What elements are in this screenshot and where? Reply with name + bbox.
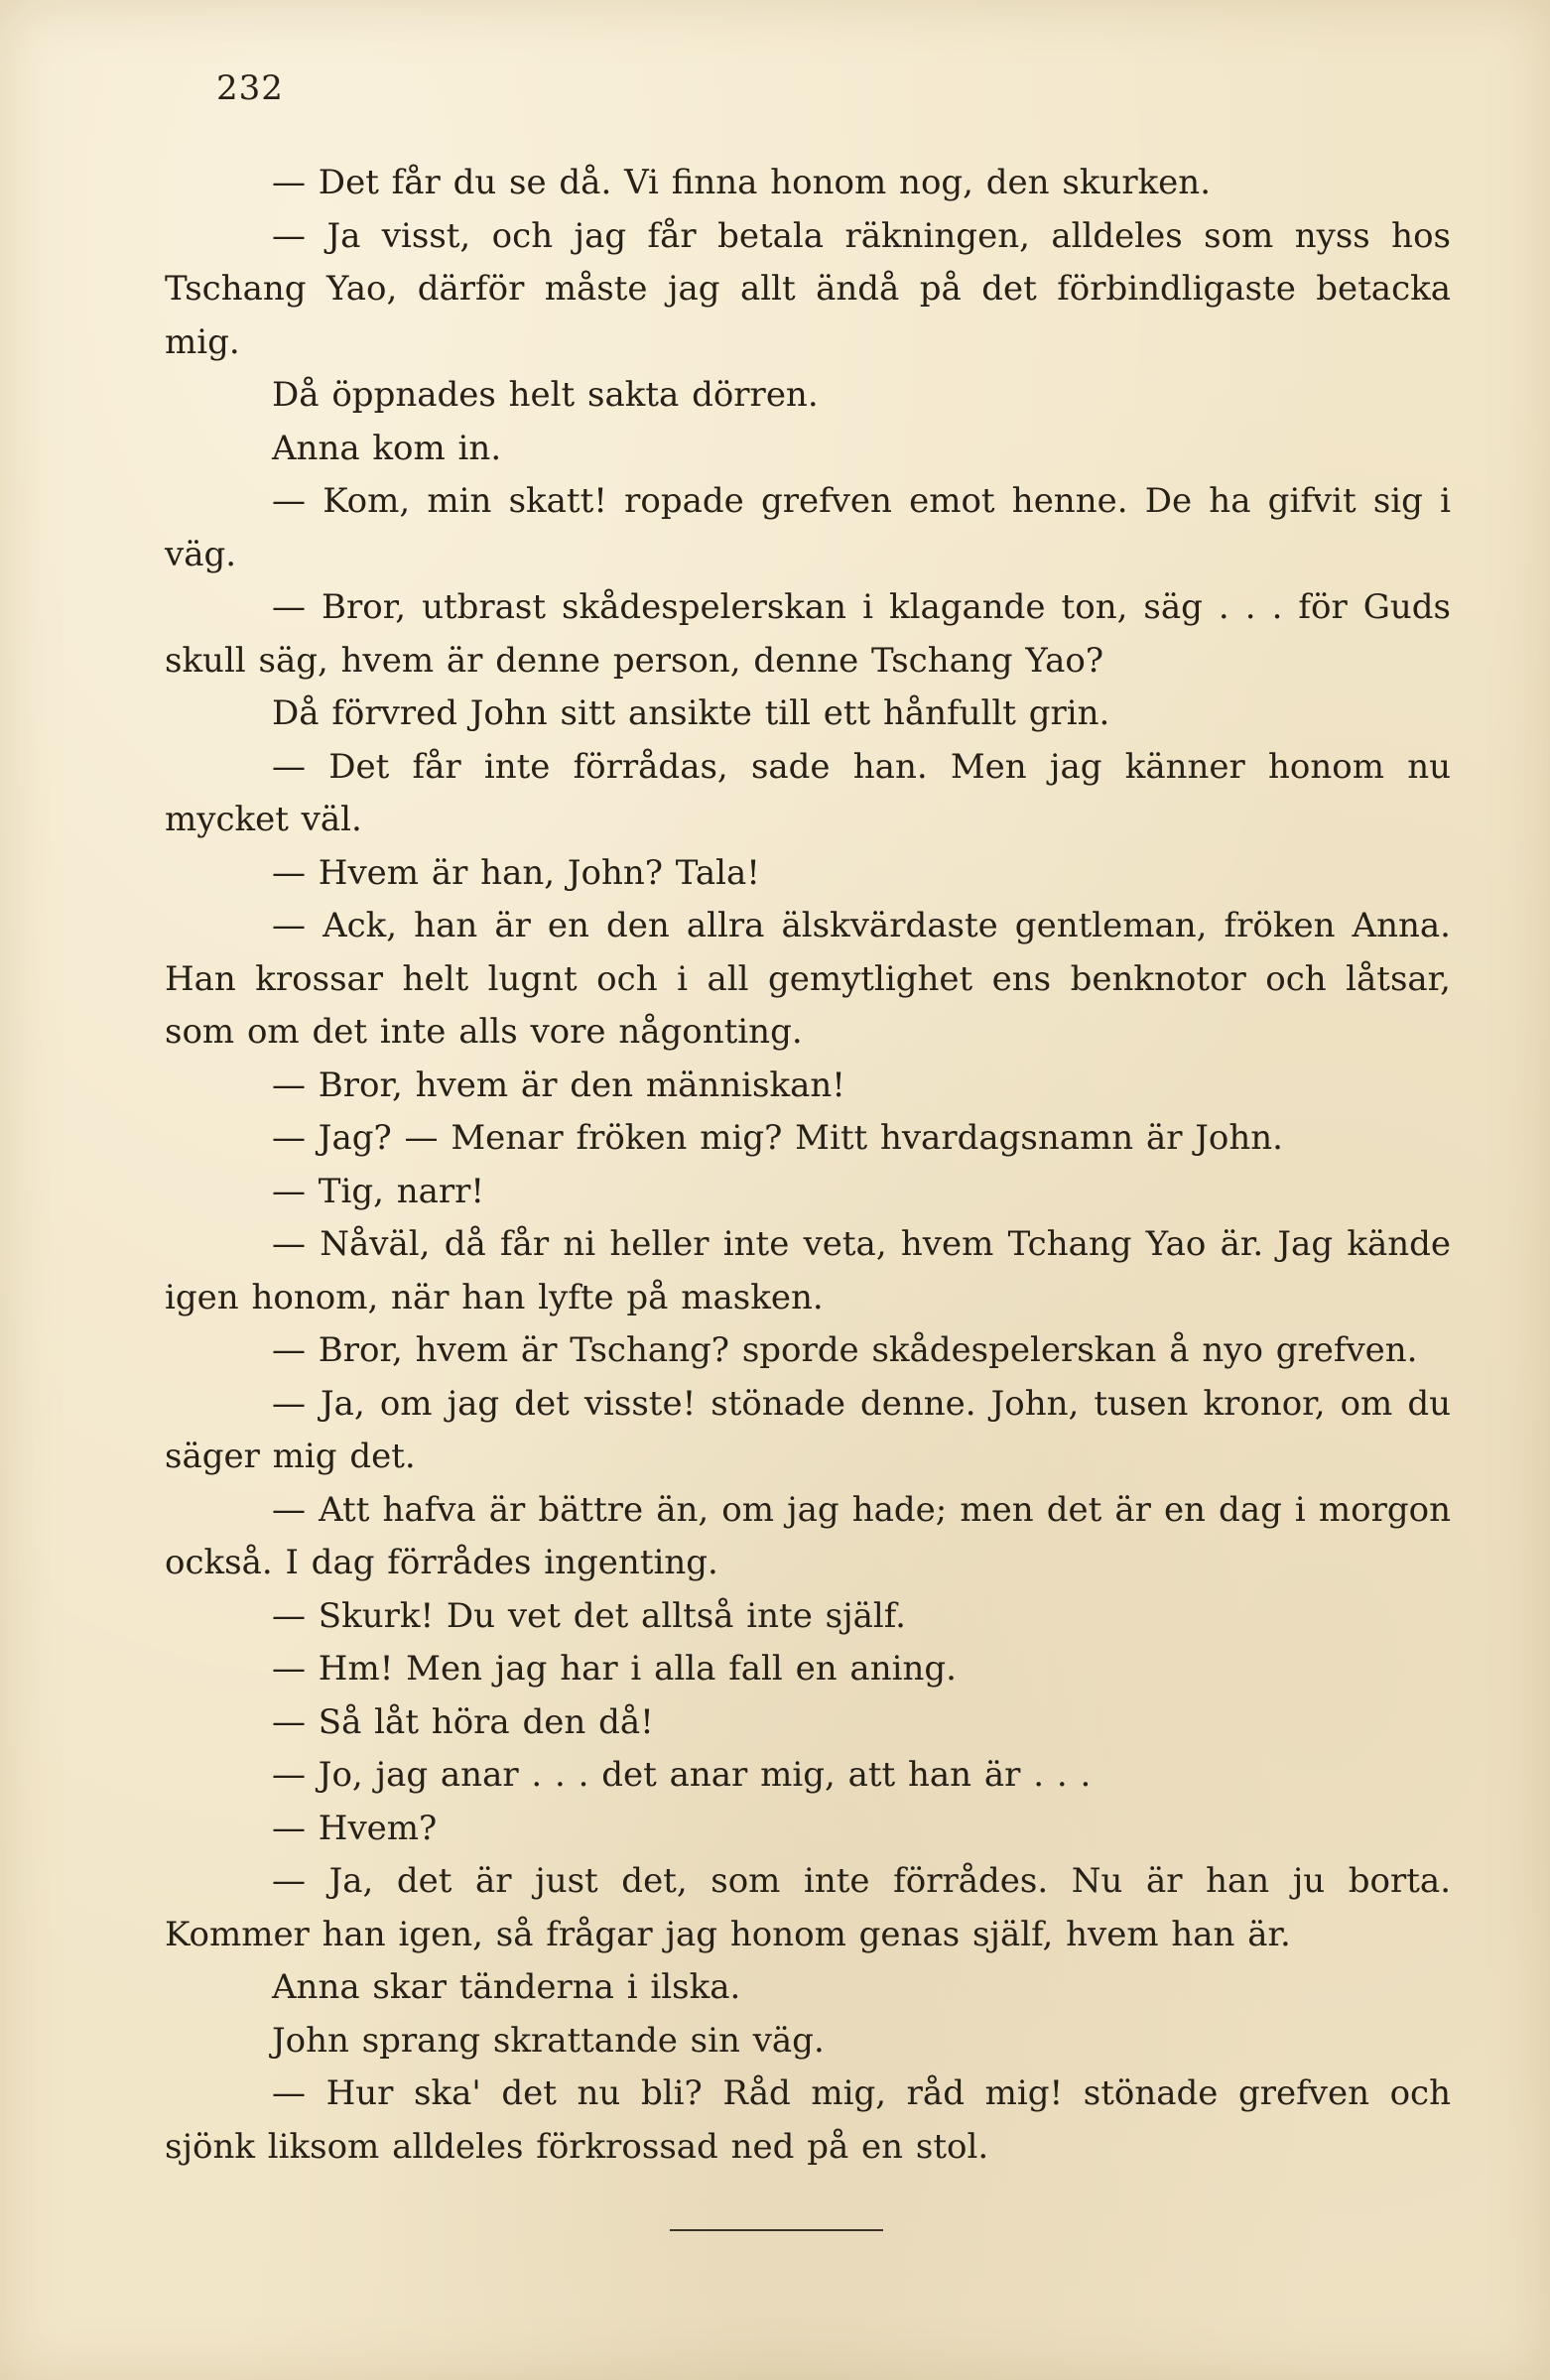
paragraph: — Bror, hvem är Tschang? sporde skådespelerskan å nyo grefven. — [272, 1330, 1418, 1370]
paragraph: — Tig, narr! — [272, 1171, 485, 1211]
paragraph: — Hur ska' det nu bli? Råd mig, råd mig! stönade grefven och sjönk liksom alldeles förkrossad ned på en stol. — [165, 2073, 1451, 2167]
paragraph: Anna skar tänderna i ilska. — [272, 1967, 741, 2007]
paragraph: — Nåväl, då får ni heller inte veta, hvem Tchang Yao är. Jag kände igen honom, när han lyfte på masken. — [165, 1224, 1451, 1317]
paragraph: — Hvem? — [272, 1808, 438, 1848]
paragraph: Anna kom in. — [272, 428, 502, 468]
paragraph: Då förvred John sitt ansikte till ett hånfullt grin. — [272, 693, 1110, 733]
paragraph: — Hm! Men jag har i alla fall en aning. — [272, 1649, 957, 1689]
paragraph: John sprang skrattande sin väg. — [272, 2020, 825, 2061]
paragraph: — Bror, hvem är den människan! — [272, 1065, 845, 1105]
paragraph: — Så låt höra den då! — [272, 1701, 654, 1742]
paragraph: — Jo, jag anar . . . det anar mig, att han är . . . — [272, 1755, 1092, 1795]
paragraph: — Det får inte förrådas, sade han. Men jag känner honom nu mycket väl. — [165, 746, 1451, 839]
paragraph: Då öppnades helt sakta dörren. — [272, 375, 819, 415]
paragraph: — Skurk! Du vet det alltså inte själf. — [272, 1595, 906, 1636]
paragraph: — Jag? — Menar fröken mig? Mitt hvardagsnamn är John. — [272, 1118, 1283, 1158]
paragraph: — Hvem är han, John? Tala! — [272, 852, 760, 893]
paragraph: — Ja, om jag det visste! stönade denne. John, tusen kronor, om du säger mig det. — [165, 1383, 1451, 1476]
paragraph: — Ja visst, och jag får betala räkningen, alldeles som nyss hos Tschang Yao, därför måste jag allt ändå på det förbindligaste betacka mig. — [165, 215, 1451, 362]
paragraph: — Det får du se då. Vi finna honom nog, den skurken. — [272, 163, 1212, 202]
paragraph: — Att hafva är bättre än, om jag hade; men det är en dag i morgon också. I dag förrådes ingenting. — [165, 1489, 1451, 1582]
paragraph: — Bror, utbrast skådespelerskan i klagande ton, säg . . . för Guds skull säg, hvem är denne person, denne Tschang Yao? — [165, 587, 1451, 681]
body-text — [165, 157, 1451, 2174]
paragraph: — Kom, min skatt! ropade grefven emot henne. De ha gifvit sig i väg. — [165, 481, 1451, 574]
page-number: 232 — [216, 68, 284, 108]
end-rule-divider — [670, 2229, 883, 2231]
paragraph: — Ja, det är just det, som inte förrådes. Nu är han ju borta. Kommer han igen, så frågar jag honom genas själf, hvem han är. — [165, 1861, 1451, 1954]
paragraph: — Ack, han är en den allra älskvärdaste gentleman, fröken Anna. Han krossar helt lugnt och i all gemytlighet ens benknotor och låtsar, som om det inte alls vore någonting. — [165, 906, 1451, 1052]
